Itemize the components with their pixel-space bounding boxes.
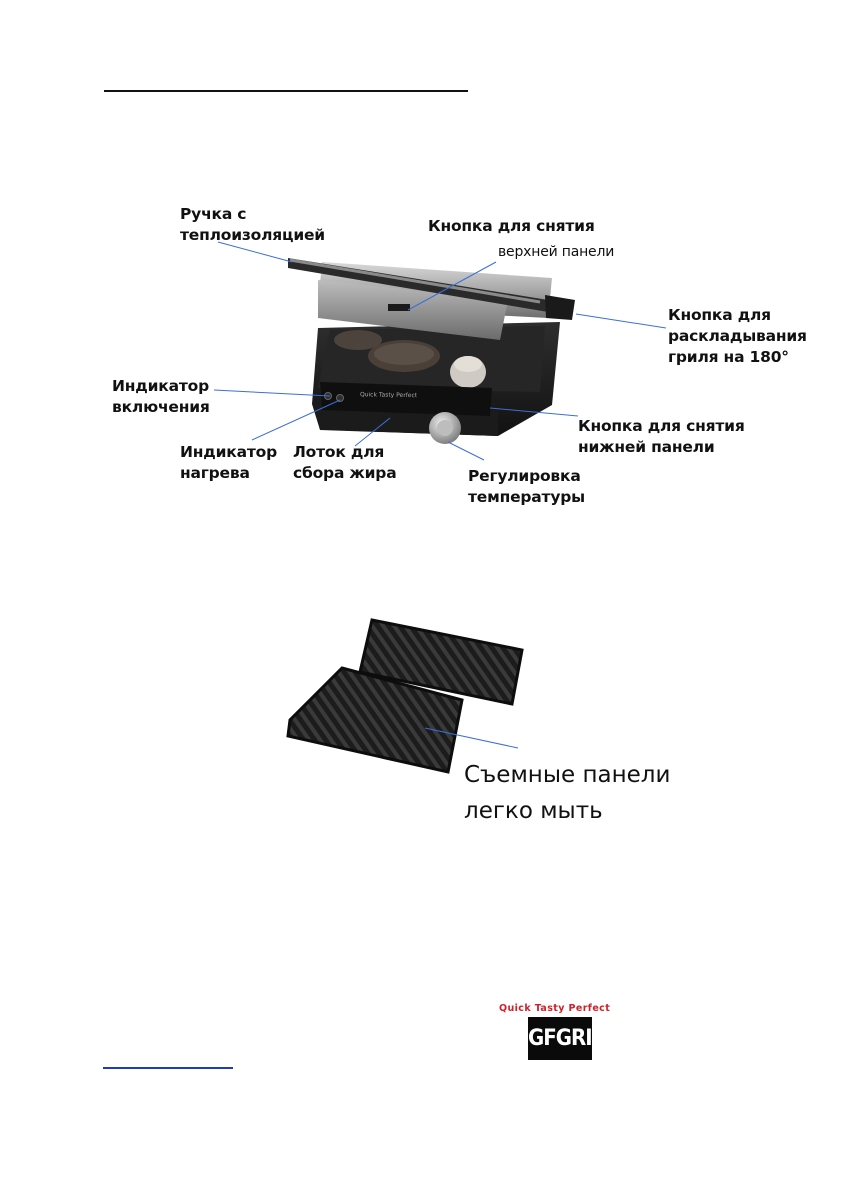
label-fold-button: Кнопка для раскладывания гриля на 180° [668,306,807,366]
label-handle: Ручка с теплоизоляцией [180,205,325,244]
brand-logo: GFGRIL [528,1017,592,1060]
label-top-panel-button-line2: верхней панели [498,244,615,260]
logo-slogan: Quick Tasty Perfect [499,1003,611,1014]
grill-illustration [0,0,842,560]
label-grease-tray: Лоток для сбора жира [293,443,397,482]
label-power-indicator: Индикатор включения [112,377,210,416]
label-top-panel-button: Кнопка для снятия [428,217,595,235]
label-temperature: Регулировка температуры [468,467,585,506]
panels-caption-line1: Съемные панели [464,762,671,788]
grill-brand-text: Quick Tasty Perfect [359,391,418,400]
panels-caption-line2: легко мыть [464,798,603,824]
bottom-link-underline[interactable] [103,1067,233,1069]
label-bottom-panel-button: Кнопка для снятия нижней панели [578,417,745,456]
label-heat-indicator: Индикатор нагрева [180,443,277,482]
panels-caption [464,757,670,829]
removable-panels-illustration [0,600,842,840]
